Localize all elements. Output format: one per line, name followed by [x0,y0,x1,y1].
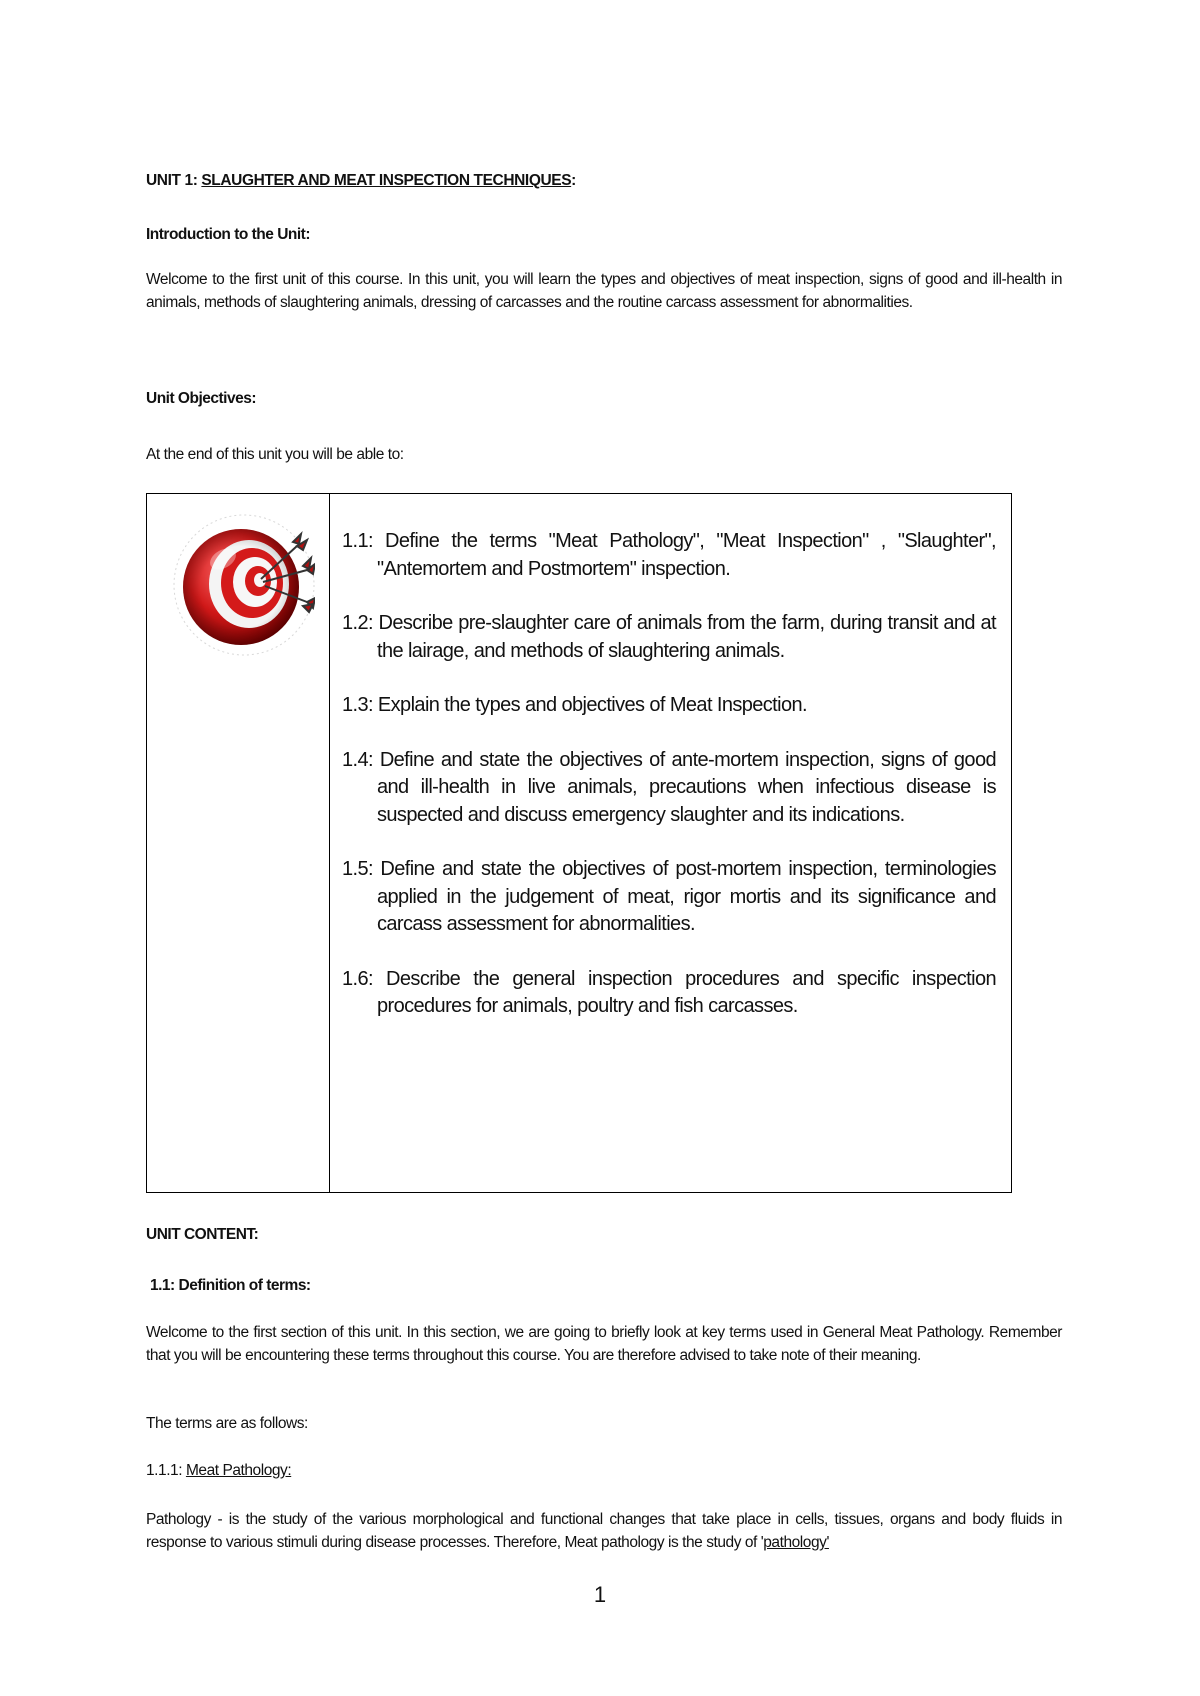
unit-prefix: UNIT 1: [146,172,202,189]
content-heading: UNIT CONTENT: [146,1226,259,1243]
subsection-prefix: 1.1.1: [146,1462,186,1479]
subsection-heading [146,1462,291,1480]
section-paragraph: Welcome to the first section of this unit. In this section, we are going to briefly look at key terms used in General Meat Pathology. Remember that you will be encountering these terms throughout this course. You are therefore advised to take note of their meaning. [146,1324,1062,1364]
objectives-table [146,493,1012,1193]
intro-paragraph: Welcome to the first unit of this course. In this unit, you will learn the types and objectives of meat inspection, signs of good and ill-health in animals, methods of slaughtering animals, dressing of carcasses and the routine carcass assessment for abnormalities. [146,271,1062,311]
objective-item: 1.1: Define the terms "Meat Pathology", "Meat Inspection" , "Slaughter", "Antemortem and Postmortem" inspection. [342,530,996,580]
terms-lead: The terms are as follows: [146,1415,308,1432]
intro-heading: Introduction to the Unit: [146,226,310,243]
section-heading: 1.1: Definition of terms: [150,1277,311,1294]
objective-item: 1.3: Explain the types and objectives of Meat Inspection. [342,694,807,716]
objectives-list [342,528,996,1048]
page-number: 1 [593,1582,607,1607]
objective-item: 1.2: Describe pre-slaughter care of animals from the farm, during transit and at the lairage, and methods of slaughtering animals. [342,612,996,662]
unit-suffix: : [571,172,576,189]
objective-item: 1.5: Define and state the objectives of post-mortem inspection, terminologies applied in the judgement of meat, rigor mortis and its significance and carcass assessment for abnormalities. [342,858,996,935]
objectives-lead: At the end of this unit you will be able to: [146,446,404,463]
unit-title-text: SLAUGHTER AND MEAT INSPECTION TECHNIQUES [201,172,572,189]
objectives-heading: Unit Objectives: [146,390,256,407]
objective-item: 1.6: Describe the general inspection procedures and specific inspection procedures for animals, poultry and fish carcasses. [342,967,996,1017]
unit-title [146,172,576,190]
target-with-darts-icon [173,514,315,656]
pathology-paragraph [146,1508,1062,1554]
pathology-text: Pathology - is the study of the various morphological and functional changes that take place in cells, tissues, organs and body fluids in response to various stimuli during disease processes. Therefore, Meat pathology is the study of ' [146,1511,1062,1551]
pathology-tail: pathology' [763,1534,829,1551]
objective-item: 1.4: Define and state the objectives of ante-mortem inspection, signs of good and ill-health in live animals, precautions when infectious disease is suspected and discuss emergency slaughter and its indications. [342,748,996,826]
table-divider [329,494,330,1192]
subsection-title: Meat Pathology: [185,1462,292,1479]
